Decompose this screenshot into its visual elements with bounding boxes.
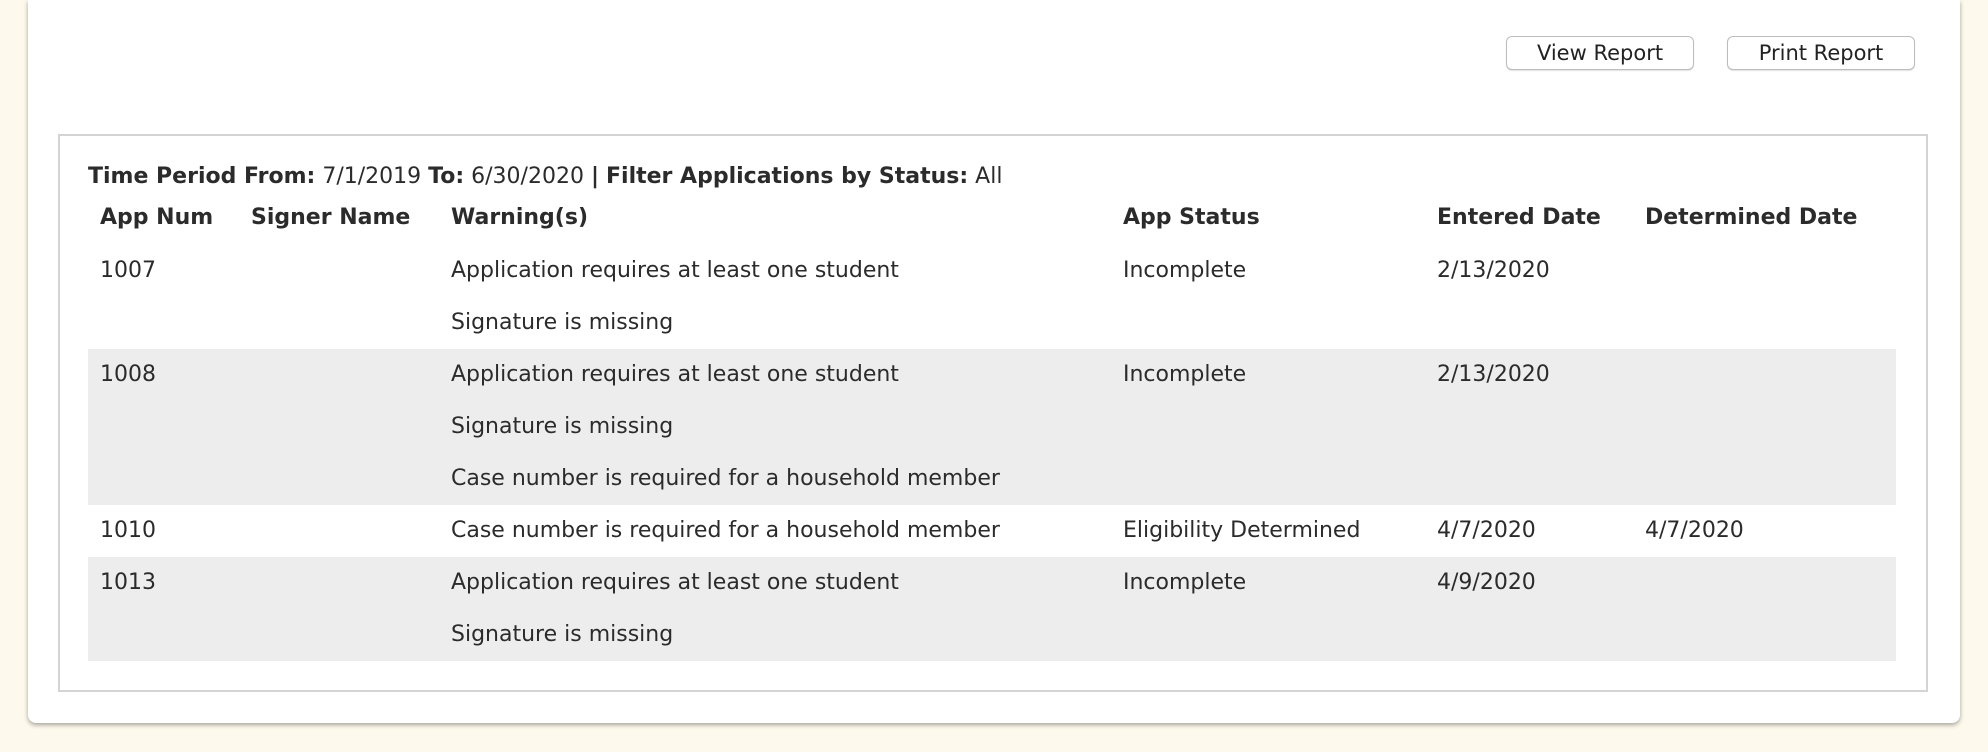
column-header-app-status: App Status (1123, 205, 1260, 230)
column-header-determined-date: Determined Date (1645, 205, 1858, 230)
report-criteria (88, 164, 1002, 189)
table-row (88, 245, 1896, 349)
determined-date: 4/7/2020 (1645, 518, 1744, 543)
app-status: Eligibility Determined (1123, 518, 1361, 543)
table-row (88, 557, 1896, 661)
warning: Signature is missing (451, 414, 674, 439)
warning: Application requires at least one student (451, 258, 899, 283)
period-from-value: 7/1/2019 (322, 164, 422, 189)
print-report-button[interactable]: Print Report (1727, 36, 1915, 70)
status-filter-label: Filter Applications by Status: (606, 164, 969, 189)
entered-date: 4/7/2020 (1437, 518, 1536, 543)
period-to-label: To: (428, 164, 465, 189)
entered-date: 2/13/2020 (1437, 258, 1550, 283)
warning: Application requires at least one student (451, 362, 899, 387)
period-from-label: Time Period From: (88, 164, 316, 189)
column-header-warnings: Warning(s) (451, 205, 588, 230)
report-panel (28, 0, 1960, 723)
column-header-app-num: App Num (100, 205, 214, 230)
period-to-value: 6/30/2020 (471, 164, 584, 189)
app-num: 1013 (100, 570, 156, 595)
app-status: Incomplete (1123, 362, 1247, 387)
entered-date: 2/13/2020 (1437, 362, 1550, 387)
column-header-entered-date: Entered Date (1437, 205, 1601, 230)
app-status: Incomplete (1123, 570, 1247, 595)
warning: Application requires at least one student (451, 570, 899, 595)
column-header-signer-name: Signer Name (251, 205, 411, 230)
status-filter-value: All (975, 164, 1003, 189)
warning: Case number is required for a household member (451, 466, 1000, 491)
warning: Signature is missing (451, 310, 674, 335)
table-row (88, 349, 1896, 505)
view-report-button[interactable]: View Report (1506, 36, 1694, 70)
app-num: 1010 (100, 518, 156, 543)
criteria-separator: | (590, 164, 599, 189)
app-num: 1008 (100, 362, 156, 387)
warning: Signature is missing (451, 622, 674, 647)
app-status: Incomplete (1123, 258, 1247, 283)
warning: Case number is required for a household member (451, 518, 1000, 543)
entered-date: 4/9/2020 (1437, 570, 1536, 595)
table-header (88, 198, 1896, 238)
app-num: 1007 (100, 258, 156, 283)
table-row (88, 505, 1896, 557)
